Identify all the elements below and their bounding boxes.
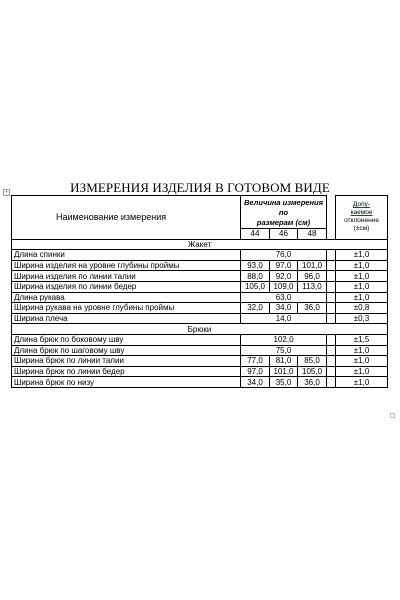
spacer-cell [327,281,336,292]
measurement-value: 93,0 [241,260,270,271]
measurement-deviation: ±1,5 [336,334,388,345]
measurement-deviation: ±1,0 [336,250,388,261]
header-name-cell: Наименование измерения [12,196,241,240]
measurement-deviation: ±0,3 [336,313,388,324]
measurement-value: 96,0 [298,271,327,282]
paragraph-end-mark [390,413,395,418]
document-title: ИЗМЕРЕНИЯ ИЗДЕЛИЯ В ГОТОВОМ ВИДЕ [70,180,330,195]
section-title: Жакет [12,239,388,250]
spacer-cell [327,292,336,303]
measurement-value: 113,0 [298,281,327,292]
spacer-cell [327,356,336,367]
measurement-name: Длина спинки [12,250,241,261]
measurement-name: Ширина изделия по линии талии [12,271,241,282]
section-row [12,324,388,335]
size-46: 46 [270,229,298,240]
measurement-name: Ширина брюк по линии талии [12,356,241,367]
table-row [12,303,388,314]
measurement-name: Ширина изделия на уровне глубины проймы [12,260,241,271]
measurement-deviation: ±1,0 [336,345,388,356]
measurement-value: 105,0 [241,281,270,292]
measurement-value: 109,0 [270,281,298,292]
section-row [12,239,388,250]
measurement-deviation: ±1,0 [336,292,388,303]
measurement-value: 97,0 [241,366,270,377]
header-deviation-line1: Допу- [353,201,371,209]
table-move-handle-icon[interactable]: + [4,189,9,196]
measurement-value: 102,0 [241,334,327,345]
measurement-value: 36,0 [298,377,327,388]
header-size-line2: размерам (см) [256,218,311,227]
header-deviation-line2: каемое [350,209,373,217]
table-row [12,292,388,303]
measurement-value: 36,0 [298,303,327,314]
spacer-cell [327,334,336,345]
table-header-row [12,196,388,229]
measurement-name: Ширина брюк по линии бедер [12,366,241,377]
measurement-deviation: ±1,0 [336,260,388,271]
measurement-value: 81,0 [270,356,298,367]
measurement-value: 75,0 [241,345,327,356]
table-row [12,345,388,356]
table-row [12,356,388,367]
measurements-table [11,195,388,388]
table-row [12,313,388,324]
measurement-value: 105,0 [298,366,327,377]
header-size-cell [241,196,327,229]
measurement-value: 101,0 [270,366,298,377]
spacer-cell [327,303,336,314]
measurement-value: 63,0 [241,292,327,303]
table-row [12,260,388,271]
measurement-value: 77,0 [241,356,270,367]
measurement-deviation: ±0,8 [336,303,388,314]
header-deviation-line4: (±см) [353,225,370,233]
measurement-deviation: ±1,0 [336,356,388,367]
measurement-value: 32,0 [241,303,270,314]
measurement-name: Длина брюк по боковому шву [12,334,241,345]
table-row [12,366,388,377]
table-row [12,250,388,261]
spacer-cell [327,377,336,388]
header-spacer-cell [327,196,336,240]
spacer-cell [327,366,336,377]
spacer-cell [327,260,336,271]
header-deviation-line3: отклонение [344,217,379,225]
measurement-value: 14,0 [241,313,327,324]
spacer-cell [327,313,336,324]
measurement-name: Длина рукава [12,292,241,303]
table-row [12,334,388,345]
table-row [12,377,388,388]
section-title: Брюки [12,324,388,335]
measurement-value: 85,0 [298,356,327,367]
measurement-value: 88,0 [241,271,270,282]
size-48: 48 [298,229,327,240]
size-44: 44 [241,229,270,240]
measurement-name: Ширина брюк по низу [12,377,241,388]
spacer-cell [327,250,336,261]
measurement-value: 34,0 [270,303,298,314]
spacer-cell [327,345,336,356]
measurement-value: 97,0 [270,260,298,271]
table-row [12,271,388,282]
measurement-name: Ширина плеча [12,313,241,324]
header-deviation-cell [336,196,388,240]
measurement-deviation: ±1,0 [336,271,388,282]
measurement-value: 92,0 [270,271,298,282]
measurement-name: Длина брюк по шаговому шву [12,345,241,356]
measurement-value: 35,0 [270,377,298,388]
measurement-deviation: ±1,0 [336,281,388,292]
spacer-cell [327,271,336,282]
measurement-deviation: ±1,0 [336,377,388,388]
measurement-name: Ширина рукава на уровне глубины проймы [12,303,241,314]
measurement-value: 101,0 [298,260,327,271]
measurement-name: Ширина изделия по линии бедер [12,281,241,292]
measurement-value: 34,0 [241,377,270,388]
header-size-line1: Величина измерения по [244,198,323,217]
measurement-deviation: ±1,0 [336,366,388,377]
table-row [12,281,388,292]
measurement-value: 76,0 [241,250,327,261]
